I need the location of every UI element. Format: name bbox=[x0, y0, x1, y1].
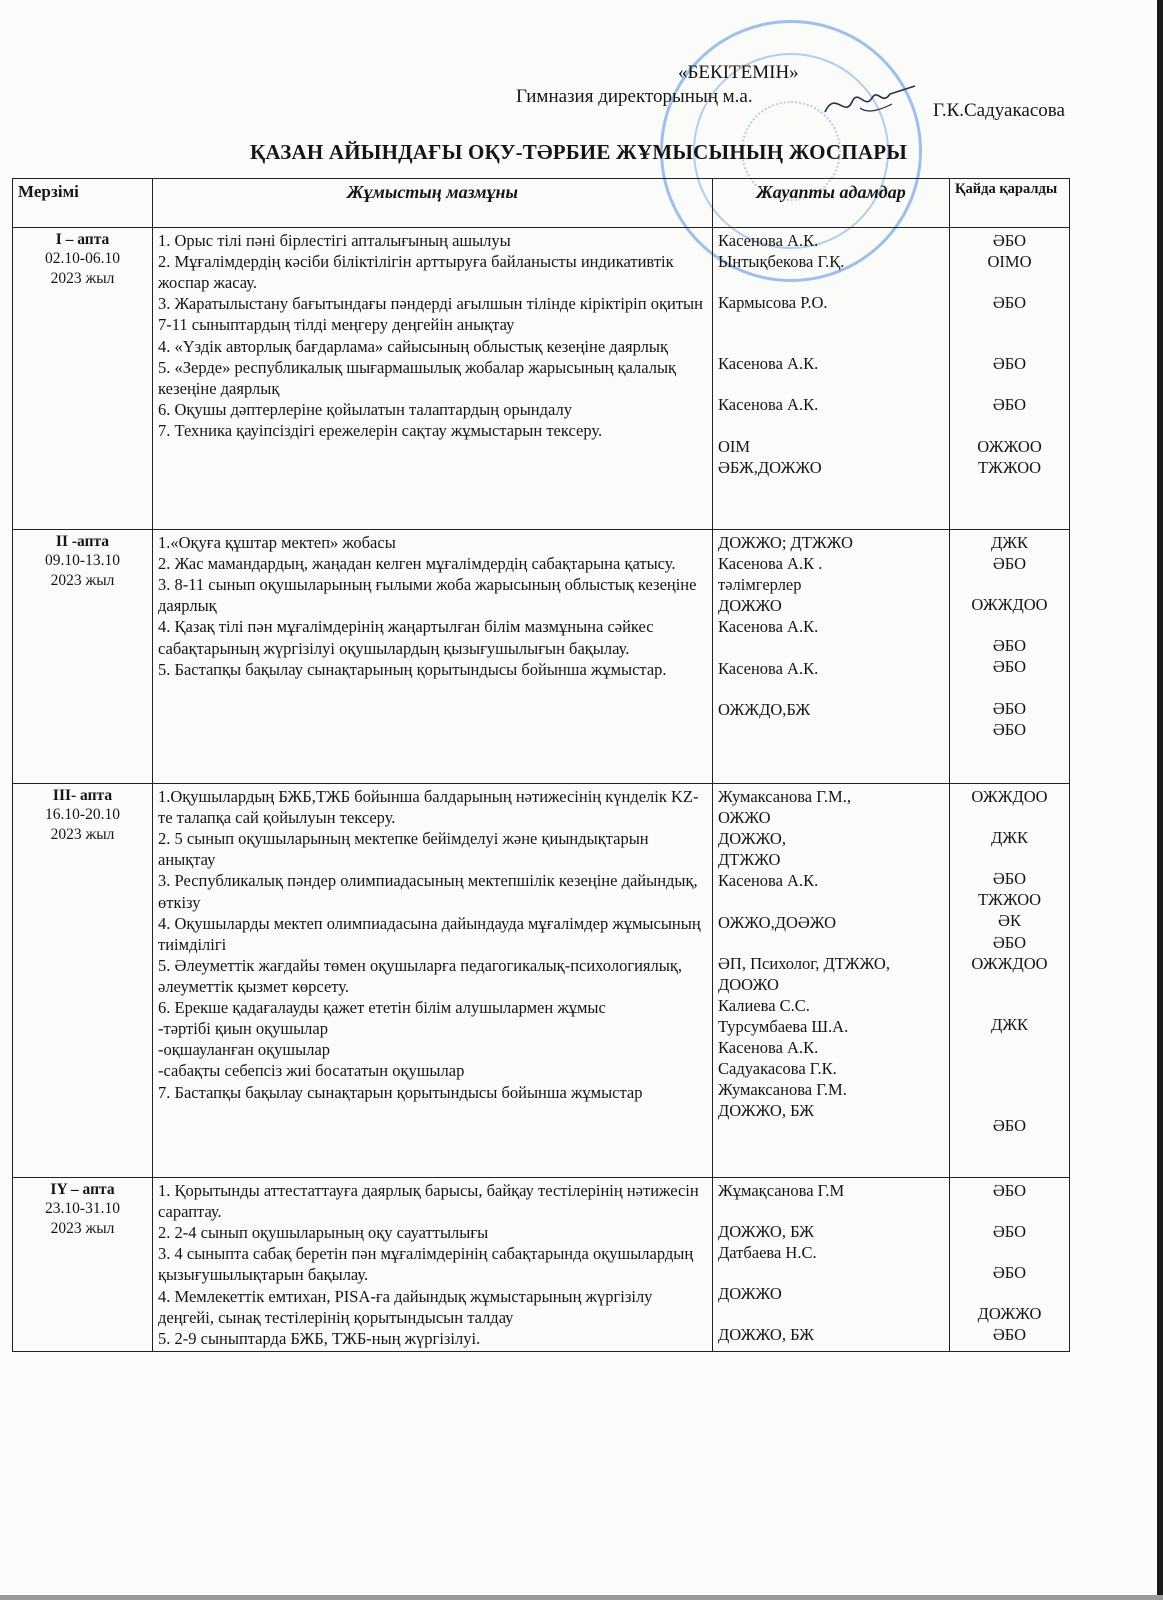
approve-word: «БЕКІТЕМІН» bbox=[678, 62, 799, 83]
header-responsible: Жауапты адамдар bbox=[713, 179, 950, 228]
approver-name: Г.К.Садуакасова bbox=[933, 100, 1065, 121]
week-period-cell bbox=[13, 530, 153, 784]
responsible-person: ОЖЖО,ДОӘЖО bbox=[718, 912, 837, 932]
task-item: 5. Бастапқы бақылау сынақтарының қорытындысы бойынша жұмыстар. bbox=[158, 659, 667, 679]
responsible-person: Жұмақсанова Г.М bbox=[718, 1181, 845, 1200]
week-label: I – апта bbox=[55, 231, 110, 248]
responsible-person: ӘП, Психолог, ДТЖЖО, bbox=[718, 953, 890, 973]
task-item: 1. Орыс тілі пәні бірлестігі апталығының ашылуы bbox=[158, 231, 511, 250]
responsible-person: ДОЖЖО, БЖ bbox=[718, 1325, 814, 1345]
task-item: 3. Жаратылыстану бағытындағы пәндерді ағылшын тілінде кіріктіріп оқитын 7-11 сыныптардың тілді меңгеру деңгейін анықтау bbox=[158, 294, 703, 335]
task-item: 2. 5 сынып оқушыларының мектепке бейімделуі және қиындықтарын анықтау bbox=[158, 829, 649, 870]
task-item: 6. Оқушы дәптерлеріне қойылатын талаптардың орындалу bbox=[158, 399, 572, 419]
responsible-person: Касенова А.К. bbox=[718, 871, 819, 891]
header-content: Жұмыстың мазмұны bbox=[153, 179, 713, 228]
task-item: 3. Республикалық пәндер олимпиадасының мектепшілік кезеңіне дайындық, өткізу bbox=[158, 871, 698, 912]
task-item: 7. Техника қауіпсіздігі ережелерін сақтау жұмыстарын тексеру. bbox=[158, 420, 603, 440]
task-item: 1.«Оқуға құштар мектеп» жобасы bbox=[158, 533, 396, 552]
task-item: 4. «Үздік авторлық бағдарлама» сайысының облыстық кезеңіне даярлық bbox=[158, 336, 668, 356]
header-period: Мерзімі bbox=[13, 179, 153, 228]
week-year: 2023 жыл bbox=[50, 571, 115, 589]
task-item: 4. Мемлекеттік емтихан, PISA-ға дайындық жұмыстарының жүргізілу деңгейі, сынақ тестілерінің қорытындысын талдау bbox=[158, 1286, 653, 1327]
approve-position: Гимназия директорының м.а. bbox=[516, 86, 753, 107]
week-responsible-cell bbox=[713, 784, 950, 1178]
week-responsible-cell bbox=[713, 228, 950, 530]
responsible-person: Касенова А.К. bbox=[718, 617, 819, 637]
week-row bbox=[13, 530, 1070, 784]
task-item: 5. Әлеуметтік жағдайы төмен оқушыларға педагогикалық-психологиялық, әлеуметтік қызмет көрсету. bbox=[158, 955, 682, 996]
week-period-cell bbox=[13, 228, 153, 530]
review-body: ӘБО bbox=[992, 636, 1027, 656]
review-body: ОЖЖДОО bbox=[971, 595, 1048, 615]
review-body: ОЖЖДОО bbox=[971, 953, 1048, 973]
responsible-person bbox=[718, 1201, 944, 1221]
responsible-person: ӘБЖ,ДОЖЖО bbox=[718, 457, 822, 477]
responsible-person: ОЖЖДО,БЖ bbox=[718, 699, 811, 719]
responsible-person bbox=[718, 679, 944, 699]
task-item: 4. Қазақ тілі пән мұғалімдерінің жаңартылған білім мазмұнына сәйкес сабақтарының жүргізілуі оқушылардың қызығушылығын бақылау. bbox=[158, 617, 654, 658]
week-row bbox=[13, 228, 1070, 530]
responsible-person bbox=[718, 638, 944, 658]
review-body: ОЖЖОО bbox=[977, 436, 1042, 456]
task-item: 5. 2-9 сыныптарда БЖБ, ТЖБ-ның жүргізілуі. bbox=[158, 1328, 481, 1348]
review-body: ӘБО bbox=[992, 1325, 1027, 1345]
week-dates: 09.10-13.10 bbox=[45, 552, 120, 570]
responsible-person: ОІМ bbox=[718, 436, 751, 456]
responsible-person: Датбаева Н.С. bbox=[718, 1243, 817, 1263]
review-body: ӘБО bbox=[992, 354, 1027, 374]
responsible-person bbox=[718, 892, 944, 912]
responsible-person: Жумаксанова Г.М., bbox=[718, 787, 851, 806]
week-dates: 23.10-31.10 bbox=[45, 1200, 120, 1218]
responsible-person: ДОЖЖО bbox=[718, 596, 782, 616]
responsible-person: ДОЖЖО; ДТЖЖО bbox=[718, 533, 853, 552]
review-body: ДОЖЖО bbox=[977, 1304, 1042, 1324]
week-period-cell bbox=[13, 1178, 153, 1352]
director-signature bbox=[820, 80, 920, 125]
review-body: ӘБО bbox=[992, 932, 1027, 952]
task-item: 3. 8-11 сынып оқушыларының ғылыми жоба жарысының облыстық кезеңіне даярлық bbox=[158, 575, 697, 616]
review-body bbox=[955, 1095, 1064, 1115]
review-body bbox=[955, 974, 1064, 994]
review-body bbox=[955, 615, 1064, 635]
responsible-person bbox=[718, 333, 944, 353]
responsible-person bbox=[718, 272, 944, 292]
week-responsible-cell bbox=[713, 530, 950, 784]
responsible-person: Касенова А.К. bbox=[718, 658, 819, 678]
review-body: ӘБО bbox=[992, 554, 1027, 574]
week-content-cell bbox=[153, 784, 713, 1178]
responsible-person: тәлімгерлер bbox=[718, 575, 802, 595]
review-body: ОІМО bbox=[987, 252, 1032, 272]
review-body: ӘБО bbox=[992, 1181, 1027, 1200]
plan-table bbox=[12, 178, 1070, 1352]
review-body bbox=[955, 272, 1064, 292]
review-body: ОЖЖДОО bbox=[971, 787, 1048, 806]
task-item: 1. Қорытынды аттестаттауға даярлық барысы, байқау тестілерінің нәтижесін сараптау. bbox=[158, 1181, 699, 1222]
task-item: 2. Жас мамандардың, жаңадан келген мұғалімдердің сабақтарына қатысу. bbox=[158, 554, 676, 574]
week-responsible-cell bbox=[713, 1178, 950, 1352]
week-where-cell bbox=[950, 784, 1070, 1178]
review-body: ДЖК bbox=[990, 1014, 1029, 1034]
review-body: ДЖК bbox=[990, 828, 1029, 848]
table-header-row bbox=[13, 179, 1070, 228]
document-title: ҚАЗАН АЙЫНДАҒЫ ОҚУ-ТӘРБИЕ ЖҰМЫСЫНЫҢ ЖОСПАРЫ bbox=[250, 140, 908, 164]
scan-edge-right bbox=[1157, 0, 1163, 1600]
week-dates: 02.10-06.10 bbox=[45, 250, 120, 268]
week-period-cell bbox=[13, 784, 153, 1178]
review-body: ӘК bbox=[998, 911, 1021, 931]
responsible-person: Касенова А.К . bbox=[718, 554, 823, 574]
review-body bbox=[955, 1035, 1064, 1055]
week-content-cell bbox=[153, 530, 713, 784]
week-year: 2023 жыл bbox=[50, 825, 115, 843]
review-body: ӘБО bbox=[992, 1222, 1027, 1242]
week-where-cell bbox=[950, 530, 1070, 784]
week-row bbox=[13, 1178, 1070, 1352]
review-body bbox=[955, 1201, 1064, 1221]
review-body bbox=[955, 848, 1064, 868]
review-body bbox=[955, 416, 1064, 436]
review-body: ӘБО bbox=[992, 395, 1027, 415]
week-row bbox=[13, 784, 1070, 1178]
responsible-person bbox=[718, 1263, 944, 1283]
week-content-cell bbox=[153, 228, 713, 530]
responsible-person: Касенова А.К. bbox=[718, 354, 819, 374]
review-body bbox=[955, 678, 1064, 698]
review-body bbox=[955, 333, 1064, 353]
review-body: ӘБО bbox=[992, 657, 1027, 677]
task-item: 3. 4 сыныпта сабақ беретін пән мұғалімдерінің сабақтарында оқушылардың қызығушылықтарын бақылау. bbox=[158, 1244, 694, 1285]
review-body bbox=[955, 994, 1064, 1014]
review-body: ТЖЖОО bbox=[977, 890, 1042, 910]
responsible-person: ДОЖЖО, bbox=[718, 829, 786, 849]
review-body: ӘБО bbox=[992, 1115, 1027, 1135]
responsible-person: ДТЖЖО bbox=[718, 850, 781, 870]
task-item: 7. Бастапқы бақылау сынақтарын қорытындысы бойынша жұмыстар bbox=[158, 1082, 643, 1102]
responsible-person: Касенова А.К. bbox=[718, 231, 819, 250]
week-label: IY – апта bbox=[50, 1181, 115, 1198]
review-body bbox=[955, 1242, 1064, 1262]
responsible-person: ДООЖО bbox=[718, 974, 779, 994]
review-body bbox=[955, 807, 1064, 827]
responsible-person: Турсумбаева Ш.А. bbox=[718, 1016, 849, 1036]
task-item: 2. 2-4 сынып оқушыларының оқу сауаттылығы bbox=[158, 1223, 489, 1243]
responsible-person bbox=[718, 416, 944, 436]
responsible-person bbox=[718, 313, 944, 333]
week-content-cell bbox=[153, 1178, 713, 1352]
review-body: ӘБО bbox=[992, 719, 1027, 739]
task-item: -сабақты себепсіз жиі босататын оқушылар bbox=[158, 1061, 465, 1081]
task-item: 6. Ерекше қадағалауды қажет ететін білім алушылармен жұмыс bbox=[158, 998, 606, 1018]
task-item: 2. Мұғалімдердің кәсіби біліктілігін арттыруға байланысты индикативтік жоспар жасау. bbox=[158, 252, 674, 293]
scan-edge-bottom bbox=[0, 1595, 1163, 1600]
task-item: 5. «Зерде» республикалық шығармашылық жобалар жарысының қалалық кезеңіне даярлық bbox=[158, 357, 677, 398]
week-year: 2023 жыл bbox=[50, 269, 115, 287]
review-body: ӘБО bbox=[992, 869, 1027, 889]
responsible-person: ДОЖЖО, БЖ bbox=[718, 1101, 814, 1121]
task-item: -оқшауланған оқушылар bbox=[158, 1040, 331, 1060]
responsible-person bbox=[718, 374, 944, 394]
responsible-person: Ынтықбекова Г.Қ. bbox=[718, 252, 845, 272]
responsible-person bbox=[718, 933, 944, 953]
review-body bbox=[955, 313, 1064, 333]
review-body: ӘБО bbox=[992, 698, 1027, 718]
responsible-person: Калиева С.С. bbox=[718, 995, 810, 1015]
week-label: III- апта bbox=[52, 787, 113, 804]
responsible-person: Жумаксанова Г.М. bbox=[718, 1080, 847, 1100]
review-body bbox=[955, 374, 1064, 394]
responsible-person: ДОЖЖО bbox=[718, 1284, 782, 1304]
responsible-person: ДОЖЖО, БЖ bbox=[718, 1222, 814, 1242]
review-body: ТЖЖОО bbox=[977, 457, 1042, 477]
week-year: 2023 жыл bbox=[50, 1219, 115, 1237]
task-item: 1.Оқушылардың БЖБ,ТЖБ бойынша балдарының нәтижесінің күнделік KZ-те талапқа сай қойылуын тексеру. bbox=[158, 787, 699, 828]
review-body: ӘБО bbox=[992, 231, 1027, 250]
responsible-person: Касенова А.К. bbox=[718, 395, 819, 415]
week-dates: 16.10-20.10 bbox=[45, 806, 120, 824]
week-where-cell bbox=[950, 1178, 1070, 1352]
review-body: ДЖК bbox=[990, 533, 1029, 552]
header-where: Қайда қаралды bbox=[950, 179, 1070, 228]
responsible-person: ОЖЖО bbox=[718, 808, 771, 828]
review-body bbox=[955, 574, 1064, 594]
week-where-cell bbox=[950, 228, 1070, 530]
review-body: ӘБО bbox=[992, 293, 1027, 313]
week-label: II -апта bbox=[55, 533, 110, 550]
review-body bbox=[955, 1055, 1064, 1075]
task-item: -тәртібі қиын оқушылар bbox=[158, 1019, 328, 1039]
review-body: ӘБО bbox=[992, 1263, 1027, 1283]
responsible-person bbox=[718, 1304, 944, 1324]
review-body bbox=[955, 1283, 1064, 1303]
responsible-person: Касенова А.К. bbox=[718, 1038, 819, 1058]
review-body bbox=[955, 1075, 1064, 1095]
responsible-person: Кармысова Р.О. bbox=[718, 293, 828, 313]
task-item: 4. Оқушыларды мектеп олимпиадасына дайындауда мұғалімдер жұмысының тиімділігі bbox=[158, 913, 701, 954]
responsible-person: Садуакасова Г.К. bbox=[718, 1059, 837, 1079]
